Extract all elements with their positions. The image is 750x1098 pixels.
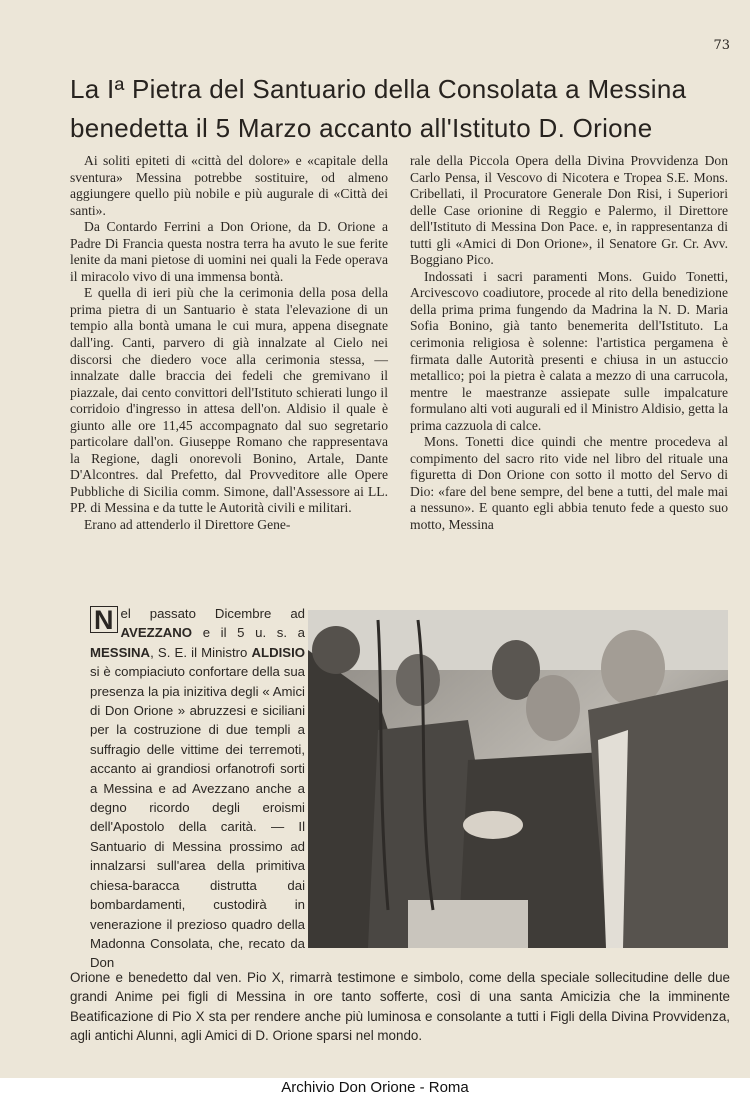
inset-text-part: el passato Dicembre ad (120, 606, 305, 621)
paragraph: E quella di ieri più che la cerimonia della posa della prima pietra di un Santuario è stata l'elevazione di un tempio alla bontà umana le cui mura, appena disegnate dall'ing. Canti, parvero di già innalzate al Cielo nei discorsi che diedero voce alla cerimonia stessa, — innalzate dalle braccia dei fedeli che gremivano il piazzale, dai cento convittori dell'Istituto schierati lungo il corridoio d'ingresso in attesa dell'on. Aldisio il quale è giunto alle ore 11,45 accompagnato dal suo segretario particolare dall'on. Giuseppe Romano che rappresentava la Regione, dagli onorevoli Bonino, Artale, Dante D'Alcontres. dal Prefetto, dal Provveditore alle Opere Pubbliche di Sicilia comm. Simone, dall'Assessore ai LL. PP. di Messina e da tutte le Autorità civili e militari. (70, 285, 388, 516)
inset-text (90, 604, 305, 973)
drop-cap: N (90, 606, 118, 633)
paragraph: Ai soliti epiteti di «città del dolore» e «capitale della sventura» Messina potrebbe sostituire, od almeno aggiungere quello più nobile e più augurale di «Città dei santi». (70, 153, 388, 218)
article-title (70, 70, 735, 148)
inset-text-part: si è compiaciuto confortare della sua presenza la pia inizitiva degli « Amici di Don Orione » abruzzesi e siciliani per la costruzione di due templi a suffragio delle vittime dei terremoti, accanto ai grandiosi orfanotrofi sorti a Messina e ad Avezzano anche a degno ricordo degli eroismi dell'Apostolo della carità. — Il Santuario di Messina prossimo ad innalzarsi sull'area della primitiva chiesa-baracca distrutta dai bombardamenti, custodirà in venerazione il prezioso quadro della Madonna Consolata, che, recato da Don (90, 664, 305, 971)
text-column-right (410, 153, 728, 534)
paragraph: Erano ad attenderlo il Direttore Gene- (84, 517, 291, 533)
bottom-paragraph (70, 968, 730, 1046)
text-column-left (70, 153, 388, 534)
paragraph: Da Contardo Ferrini a Don Orione, da D. Orione a Padre Di Francia questa nostra terra ha avuto le sue ferite lenite da mani pietose di uomini nei quali la Fede operava il miracolo vivo di una immensa bontà. (70, 219, 388, 284)
title-line-2: benedetta il 5 Marzo accanto all'Istituto D. Orione (70, 113, 653, 143)
inset-bold-aldisio: ALDISIO (251, 644, 305, 660)
paragraph: Indossati i sacri paramenti Mons. Guido Tonetti, Arcivescovo coadiutore, procede al rito della benedizione della prima prima fungendo da Madrina la N. D. Maria Sofia Bonino, già tanto benemerita dell'Istituto. La cerimonia religiosa è solenne: l'artistica pergamena è firmata dalle Autorità presenti e chiusa in un astuccio metallico; poi la pietra è calata a mezzo di una carrucola, mentre le maestranze assiepate sulle impalcature formulano alti voti augurali ed il Ministro Aldisio, getta la prima cazzuola di calce. (410, 268, 728, 433)
inset-bold-avezzano: AVEZZANO (120, 625, 193, 641)
paragraph: Mons. Tonetti dice quindi che mentre procedeva al compimento del sacro rito vide nel libro del rituale una figuretta di Don Orione con sotto il motto del Servo di Dio: «fare del bene sempre, del bene a tutti, del male mai a nessuno». E quanto egli abbia tenuto fede a questo suo motto, Messina (410, 434, 728, 533)
paragraph: rale della Piccola Opera della Divina Provvidenza Don Carlo Pensa, il Vescovo di Nicotera e Tropea S.E. Mons. Cribellati, il Procuratore Generale Don Risi, i Superiori delle Case orionine di Reggio e Palermo, il Direttore dell'Istituto di Messina Don Pace. e, in rappresentanza di tutti gli «Amici di Don Orione», il Senatore Gr. Cr. Avv. Boggiano Pico. (410, 153, 728, 268)
paragraph: Orione e benedetto dal ven. Pio X, rimarrà testimone e simbolo, come della speciale sollecitudine delle due grandi Anime pei figli di Messina in ore tanto sofferte, così di una santa Amicizia che la imminente Beatificazione di Pio X sta per rendere anche più luminosa e consolante a tutti i Figli della Divina Provvidenza, agli antichi Alunni, agli Amici di D. Orione sparsi nel mondo. (70, 970, 730, 1044)
ceremony-photo (308, 610, 728, 948)
title-line-1: La Iª Pietra del Santuario della Consolata a Messina (70, 74, 687, 104)
footer-credit: Archivio Don Orione - Roma (281, 1079, 469, 1096)
inset-text-part: , S. E. il Ministro (150, 644, 252, 660)
footer-bar (0, 1078, 750, 1098)
page-number: 73 (713, 38, 730, 53)
inset-text-part: e il 5 u. s. a (192, 625, 305, 641)
inset-bold-messina: MESSINA (90, 644, 151, 660)
